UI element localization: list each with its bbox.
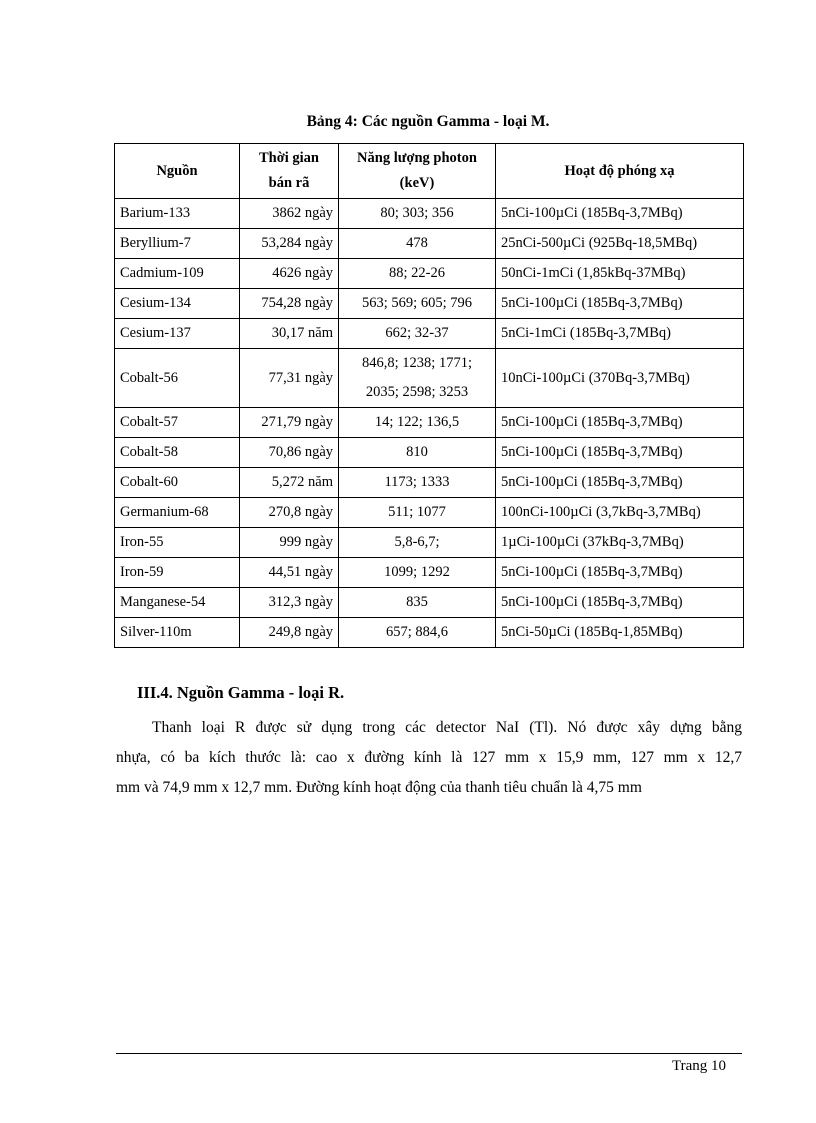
header-energy-line1: Năng lượng photon bbox=[357, 150, 477, 166]
cell-energy: 478 bbox=[339, 229, 496, 259]
gamma-sources-table bbox=[114, 143, 744, 648]
header-half-life bbox=[240, 144, 339, 199]
cell-energy: 80; 303; 356 bbox=[339, 199, 496, 229]
cell-energy: 1173; 1333 bbox=[339, 468, 496, 498]
cell-activity: 5nCi-1mCi (185Bq-3,7MBq) bbox=[496, 319, 744, 349]
header-activity: Hoạt độ phóng xạ bbox=[496, 144, 744, 199]
cell-source: Cobalt-57 bbox=[115, 408, 240, 438]
cell-half-life: 271,79 ngày bbox=[240, 408, 339, 438]
table-row bbox=[115, 468, 744, 498]
cell-source: Barium-133 bbox=[115, 199, 240, 229]
cell-activity: 1µCi-100µCi (37kBq-3,7MBq) bbox=[496, 528, 744, 558]
cell-energy: 662; 32-37 bbox=[339, 319, 496, 349]
cell-half-life: 3862 ngày bbox=[240, 199, 339, 229]
cell-source: Silver-110m bbox=[115, 618, 240, 648]
cell-energy: 563; 569; 605; 796 bbox=[339, 289, 496, 319]
paragraph-line: Thanh loại R được sử dụng trong các detector NaI (Tl). Nó được xây dựng bằng bbox=[152, 719, 742, 736]
header-half-life-line1: Thời gian bbox=[258, 150, 319, 166]
cell-energy: 5,8-6,7; bbox=[339, 528, 496, 558]
cell-activity: 100nCi-100µCi (3,7kBq-3,7MBq) bbox=[496, 498, 744, 528]
cell-half-life: 5,272 năm bbox=[240, 468, 339, 498]
cell-energy-line1: 846,8; 1238; 1771; bbox=[362, 355, 472, 371]
cell-half-life: 249,8 ngày bbox=[240, 618, 339, 648]
cell-half-life: 999 ngày bbox=[240, 528, 339, 558]
table-caption: Bảng 4: Các nguồn Gamma - loại M. bbox=[306, 113, 550, 130]
header-source: Nguồn bbox=[115, 144, 240, 199]
table-row bbox=[115, 289, 744, 319]
cell-source: Cobalt-56 bbox=[115, 349, 240, 408]
footer-divider bbox=[116, 1053, 742, 1054]
header-energy-line2: (keV) bbox=[399, 175, 435, 191]
cell-half-life: 4626 ngày bbox=[240, 259, 339, 289]
cell-half-life: 30,17 năm bbox=[240, 319, 339, 349]
table-row bbox=[115, 588, 744, 618]
table-row bbox=[115, 199, 744, 229]
table-row bbox=[115, 438, 744, 468]
body-paragraph bbox=[116, 713, 742, 803]
cell-half-life: 312,3 ngày bbox=[240, 588, 339, 618]
table-row bbox=[115, 408, 744, 438]
table-row bbox=[115, 229, 744, 259]
cell-source: Cobalt-60 bbox=[115, 468, 240, 498]
paragraph-line: mm và 74,9 mm x 12,7 mm. Đường kính hoạt động của thanh tiêu chuẩn là 4,75 mm bbox=[116, 779, 642, 796]
cell-energy: 810 bbox=[339, 438, 496, 468]
cell-half-life: 53,284 ngày bbox=[240, 229, 339, 259]
cell-energy bbox=[339, 349, 496, 408]
cell-source: Iron-55 bbox=[115, 528, 240, 558]
cell-source: Cesium-134 bbox=[115, 289, 240, 319]
table-row bbox=[115, 349, 744, 408]
cell-activity: 5nCi-100µCi (185Bq-3,7MBq) bbox=[496, 408, 744, 438]
table-row bbox=[115, 319, 744, 349]
cell-energy: 1099; 1292 bbox=[339, 558, 496, 588]
table-row bbox=[115, 558, 744, 588]
cell-energy: 88; 22-26 bbox=[339, 259, 496, 289]
cell-energy-line2: 2035; 2598; 3253 bbox=[365, 384, 469, 400]
cell-activity: 25nCi-500µCi (925Bq-18,5MBq) bbox=[496, 229, 744, 259]
cell-source: Iron-59 bbox=[115, 558, 240, 588]
cell-activity: 5nCi-100µCi (185Bq-3,7MBq) bbox=[496, 558, 744, 588]
cell-source: Manganese-54 bbox=[115, 588, 240, 618]
cell-source: Cesium-137 bbox=[115, 319, 240, 349]
header-energy bbox=[339, 144, 496, 199]
cell-energy: 511; 1077 bbox=[339, 498, 496, 528]
table-row bbox=[115, 259, 744, 289]
cell-energy: 835 bbox=[339, 588, 496, 618]
cell-half-life: 44,51 ngày bbox=[240, 558, 339, 588]
cell-activity: 5nCi-100µCi (185Bq-3,7MBq) bbox=[496, 438, 744, 468]
cell-activity: 5nCi-50µCi (185Bq-1,85MBq) bbox=[496, 618, 744, 648]
section-heading: III.4. Nguồn Gamma - loại R. bbox=[137, 683, 345, 702]
cell-activity: 10nCi-100µCi (370Bq-3,7MBq) bbox=[496, 349, 744, 408]
cell-source: Germanium-68 bbox=[115, 498, 240, 528]
table-row bbox=[115, 498, 744, 528]
page-number: Trang 10 bbox=[672, 1058, 727, 1074]
cell-source: Cadmium-109 bbox=[115, 259, 240, 289]
cell-energy: 14; 122; 136,5 bbox=[339, 408, 496, 438]
table-row bbox=[115, 618, 744, 648]
cell-activity: 5nCi-100µCi (185Bq-3,7MBq) bbox=[496, 199, 744, 229]
cell-energy: 657; 884,6 bbox=[339, 618, 496, 648]
cell-activity: 5nCi-100µCi (185Bq-3,7MBq) bbox=[496, 588, 744, 618]
table-header-row bbox=[115, 144, 744, 199]
cell-half-life: 77,31 ngày bbox=[240, 349, 339, 408]
cell-source: Beryllium-7 bbox=[115, 229, 240, 259]
cell-activity: 5nCi-100µCi (185Bq-3,7MBq) bbox=[496, 468, 744, 498]
cell-half-life: 754,28 ngày bbox=[240, 289, 339, 319]
cell-activity: 50nCi-1mCi (1,85kBq-37MBq) bbox=[496, 259, 744, 289]
header-half-life-line2: bán rã bbox=[268, 175, 310, 191]
cell-activity: 5nCi-100µCi (185Bq-3,7MBq) bbox=[496, 289, 744, 319]
cell-source: Cobalt-58 bbox=[115, 438, 240, 468]
paragraph-line: nhựa, có ba kích thước là: cao x đường kính là 127 mm x 15,9 mm, 127 mm x 12,7 bbox=[116, 749, 742, 766]
cell-half-life: 270,8 ngày bbox=[240, 498, 339, 528]
table-row bbox=[115, 528, 744, 558]
cell-half-life: 70,86 ngày bbox=[240, 438, 339, 468]
